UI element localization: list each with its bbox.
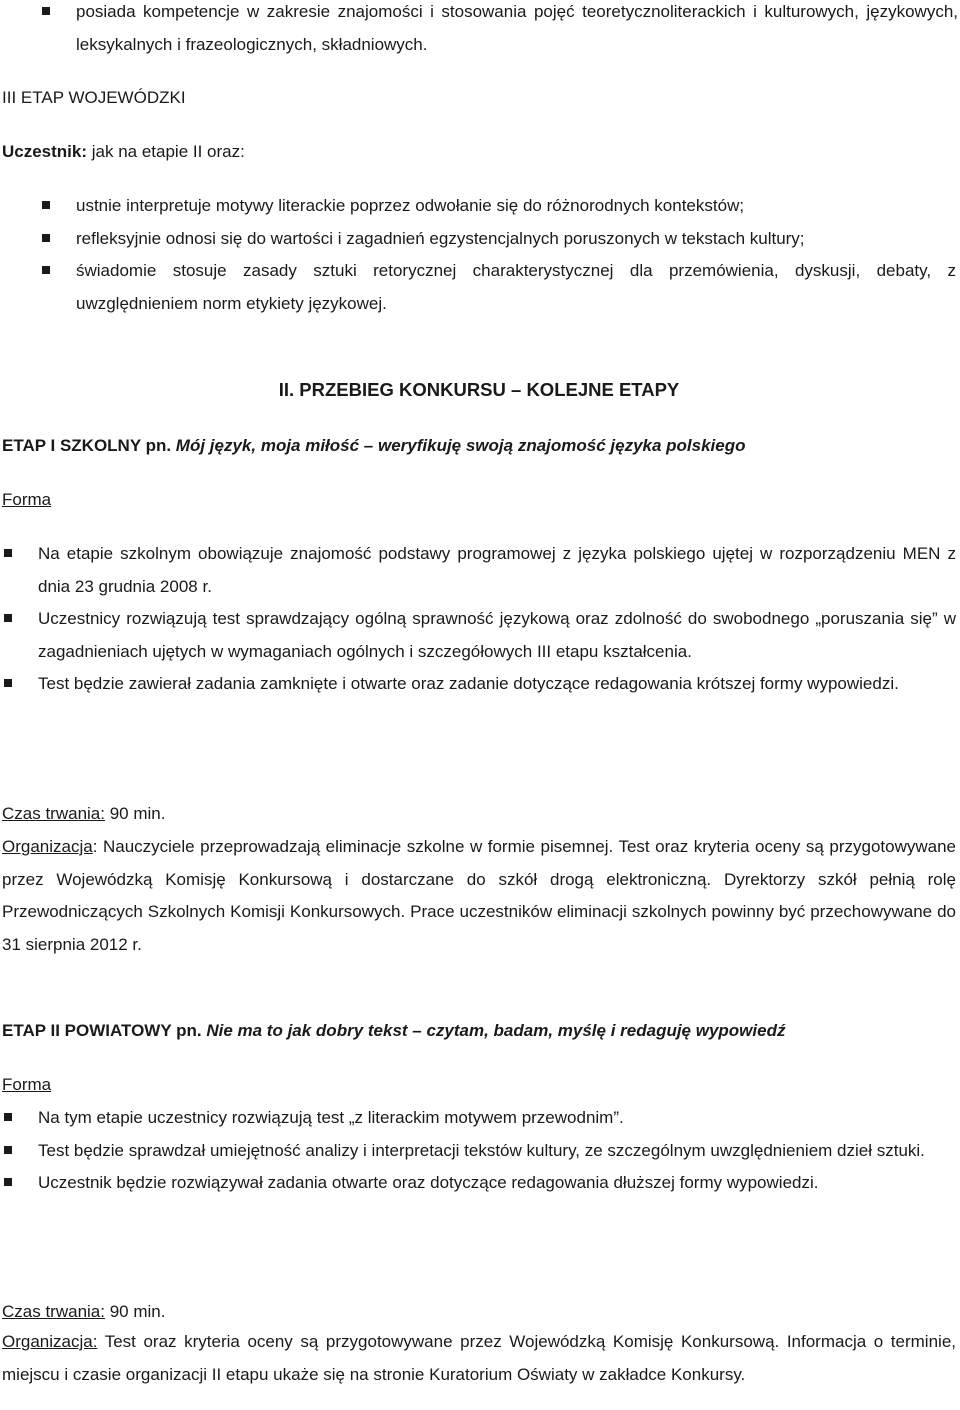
top-list <box>76 0 958 61</box>
czas-label: Czas trwania: <box>2 1302 105 1321</box>
list-item: Test będzie zawierał zadania zamknięte i otwarte oraz zadanie dotyczące redagowania krótszej formy wypowiedzi. <box>38 668 956 701</box>
list-item: posiada kompetencje w zakresie znajomości i stosowania pojęć teoretycznoliterackich i kulturowych, językowych, leksykalnych i frazeologicznych, składniowych. <box>76 0 958 61</box>
etap1-heading <box>2 430 956 463</box>
forma-label: Forma <box>2 1075 52 1094</box>
participant-label: Uczestnik: <box>2 142 88 161</box>
list-item: Na tym etapie uczestnicy rozwiązują test „z literackim motywem przewodnim”. <box>38 1102 956 1135</box>
etap2-list <box>38 1102 956 1200</box>
etap1-czas <box>2 798 956 831</box>
etap3-list <box>76 190 956 320</box>
section-title: II. PRZEBIEG KONKURSU – KOLEJNE ETAPY <box>278 379 680 400</box>
etap2-list-block <box>38 1102 956 1200</box>
list-item: Uczestnicy rozwiązują test sprawdzający ogólną sprawność językową oraz zdolność do swobodnego „poruszania się” w zagadnieniach ujętych w wymaganiach ogólnych i szczegółowych III etapu kształcenia. <box>38 603 956 668</box>
etap1-heading-title: Mój język, moja miłość – weryfikuję swoją znajomość języka polskiego <box>175 436 746 455</box>
participant-text: jak na etapie II oraz: <box>87 142 245 161</box>
etap2-organizacja <box>2 1326 956 1391</box>
organizacja-text: Test oraz kryteria oceny są przygotowywane przez Wojewódzką Komisję Konkursową. Informacja o terminie, miejscu i czasie organizacji II etapu ukaże się na stronie Kuratorium Oświaty w zakładce Konkursy. <box>2 1332 956 1384</box>
etap1-heading-name: ETAP I SZKOLNY pn. <box>2 436 176 455</box>
etap1-list-block <box>38 538 956 701</box>
forma-label: Forma <box>2 490 52 509</box>
organizacja-text: : Nauczyciele przeprowadzają eliminacje szkolne w formie pisemnej. Test oraz kryteria oceny są przygotowywane przez Wojewódzką Komisję Konkursową i dostarczane do szkół drogą elektroniczną. Dyrektorzy szkół pełnią rolę Przewodniczących Szkolnych Komisji Konkursowych. Prace uczestników eliminacji szkolnych powinny być przechowywane do 31 sierpnia 2012 r. <box>2 837 956 954</box>
etap2-forma <box>2 1069 956 1102</box>
etap1-forma <box>2 484 956 517</box>
czas-label: Czas trwania: <box>2 804 105 823</box>
list-item: refleksyjnie odnosi się do wartości i zagadnień egzystencjalnych poruszonych w tekstach kultury; <box>76 223 956 256</box>
etap2-heading-name: ETAP II POWIATOWY pn. <box>2 1021 207 1040</box>
organizacja-label: Organizacja: <box>2 1332 98 1351</box>
etap1-organizacja <box>2 831 956 961</box>
list-item: świadomie stosuje zasady sztuki retorycznej charakterystycznej dla przemówienia, dyskusji, debaty, z uwzględnieniem norm etykiety językowej. <box>76 255 956 320</box>
czas-value: 90 min. <box>104 1302 166 1321</box>
etap3-list-block <box>76 190 956 320</box>
top-list-block <box>2 0 958 61</box>
organizacja-label: Organizacja <box>2 837 93 856</box>
list-item: ustnie interpretuje motywy literackie poprzez odwołanie się do różnorodnych kontekstów; <box>76 190 956 223</box>
list-item: Uczestnik będzie rozwiązywał zadania otwarte oraz dotyczące redagowania dłuższej formy wypowiedzi. <box>38 1167 956 1200</box>
etap2-heading-title: Nie ma to jak dobry tekst – czytam, badam, myślę i redaguję wypowiedź <box>206 1021 786 1040</box>
list-item: Test będzie sprawdzał umiejętność analizy i interpretacji tekstów kultury, ze szczególnym uwzględnieniem dzieł sztuki. <box>38 1135 956 1168</box>
etap2-czas <box>2 1296 956 1329</box>
list-item: Na etapie szkolnym obowiązuje znajomość podstawy programowej z języka polskiego ujętej w rozporządzeniu MEN z dnia 23 grudnia 2008 r. <box>38 538 956 603</box>
etap3-heading: III ETAP WOJEWÓDZKI <box>2 88 186 107</box>
czas-value: 90 min. <box>104 804 166 823</box>
etap2-heading <box>2 1015 956 1048</box>
etap3-participant <box>2 136 956 169</box>
etap1-list <box>38 538 956 701</box>
